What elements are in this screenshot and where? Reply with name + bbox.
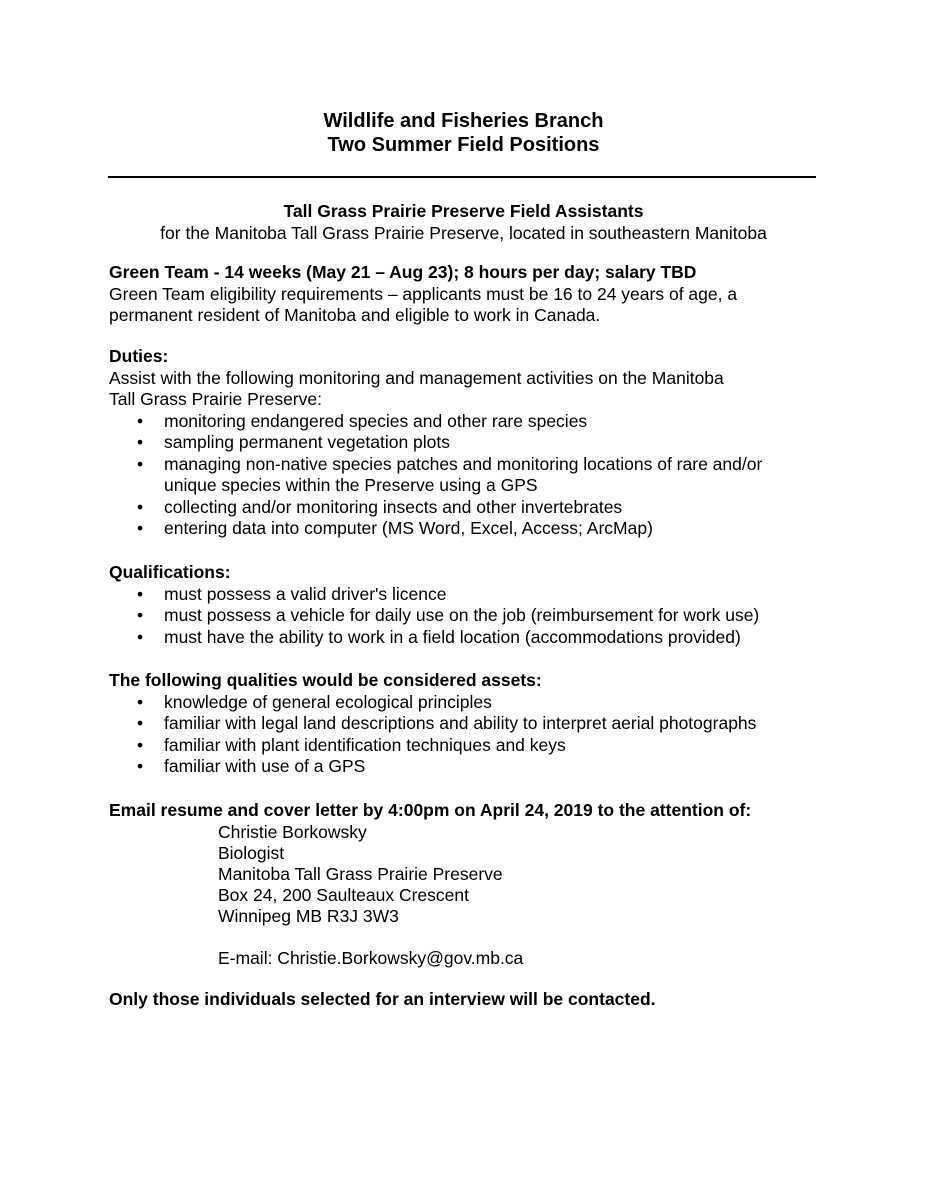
position-title: Tall Grass Prairie Preserve Field Assistants <box>283 201 644 221</box>
green-team-line-2: permanent resident of Manitoba and eligible to work in Canada. <box>109 305 601 325</box>
list-item-text: managing non-native species patches and monitoring locations of rare and/or unique species within the Preserve using a GPS <box>164 453 763 495</box>
bullet: • <box>137 605 144 625</box>
contact-heading: Email resume and cover letter by 4:00pm on April 24, 2019 to the attention of: <box>109 800 752 820</box>
bullet: • <box>137 713 144 733</box>
duties-heading: Duties: <box>109 346 169 366</box>
contact-address-2: Winnipeg MB R3J 3W3 <box>218 905 399 926</box>
title-divider <box>108 176 816 178</box>
bullet: • <box>137 496 144 517</box>
list-item-text: familiar with plant identification techniques and keys <box>164 734 566 755</box>
bullet: • <box>137 691 144 712</box>
list-item <box>109 713 829 735</box>
bullet: • <box>137 734 144 755</box>
bullet: • <box>137 518 144 538</box>
position-subtitle: for the Manitoba Tall Grass Prairie Preserve, located in southeastern Manitoba <box>160 223 767 243</box>
title-line-2: Two Summer Field Positions <box>327 134 600 156</box>
contact-name: Christie Borkowsky <box>218 821 367 842</box>
list-item-text: entering data into computer (MS Word, Excel, Access; ArcMap) <box>164 518 653 538</box>
list-item-text: familiar with use of a GPS <box>164 756 366 776</box>
duties-list <box>109 411 829 540</box>
qualifications-heading: Qualifications: <box>109 562 231 582</box>
assets-list <box>109 692 829 778</box>
contact-org: Manitoba Tall Grass Prairie Preserve <box>218 863 503 884</box>
list-item <box>109 692 829 714</box>
list-item <box>109 584 829 606</box>
assets-section <box>109 670 829 778</box>
green-team-heading: Green Team - 14 weeks (May 21 – Aug 23); 8 hours per day; salary TBD <box>109 262 697 282</box>
contact-email[interactable]: E-mail: Christie.Borkowsky@gov.mb.ca <box>218 947 524 968</box>
green-team-line-1: Green Team eligibility requirements – applicants must be 16 to 24 years of age, a <box>109 283 738 304</box>
list-item <box>109 432 829 454</box>
title-line-1: Wildlife and Fisheries Branch <box>323 110 604 132</box>
contact-section <box>109 800 829 969</box>
list-item <box>109 454 829 497</box>
list-item <box>109 497 829 519</box>
list-item-text: monitoring endangered species and other rare species <box>164 410 588 431</box>
bullet: • <box>137 756 144 776</box>
footer-note: Only those individuals selected for an interview will be contacted. <box>109 989 656 1009</box>
list-item <box>109 605 829 627</box>
bullet: • <box>137 626 144 647</box>
list-item-text: must possess a valid driver's licence <box>164 583 447 604</box>
list-item <box>109 518 829 540</box>
bullet: • <box>137 432 144 452</box>
list-item-text: knowledge of general ecological principles <box>164 691 492 712</box>
list-item <box>109 411 829 433</box>
qualifications-list <box>109 584 829 649</box>
bullet: • <box>137 410 144 431</box>
list-item-text: sampling permanent vegetation plots <box>164 432 451 452</box>
document-title <box>0 109 927 157</box>
list-item-text: must have the ability to work in a field location (accommodations provided) <box>164 626 741 647</box>
list-item <box>109 735 829 757</box>
contact-spacer <box>109 927 829 948</box>
green-team-section <box>109 262 829 327</box>
list-item-text: familiar with legal land descriptions and ability to interpret aerial photographs <box>164 713 757 733</box>
assets-heading: The following qualities would be considered assets: <box>109 670 542 690</box>
duties-intro-1: Assist with the following monitoring and management activities on the Manitoba <box>109 367 724 388</box>
duties-intro-2: Tall Grass Prairie Preserve: <box>109 389 322 409</box>
list-item <box>109 627 829 649</box>
qualifications-section <box>109 562 829 648</box>
bullet: • <box>137 453 144 474</box>
contact-role: Biologist <box>218 842 285 863</box>
contact-address-1: Box 24, 200 Saulteaux Crescent <box>218 884 469 905</box>
bullet: • <box>137 583 144 604</box>
list-item <box>109 756 829 778</box>
list-item-text: must possess a vehicle for daily use on the job (reimbursement for work use) <box>164 605 760 625</box>
duties-section <box>109 346 829 540</box>
list-item-text: collecting and/or monitoring insects and other invertebrates <box>164 496 623 517</box>
